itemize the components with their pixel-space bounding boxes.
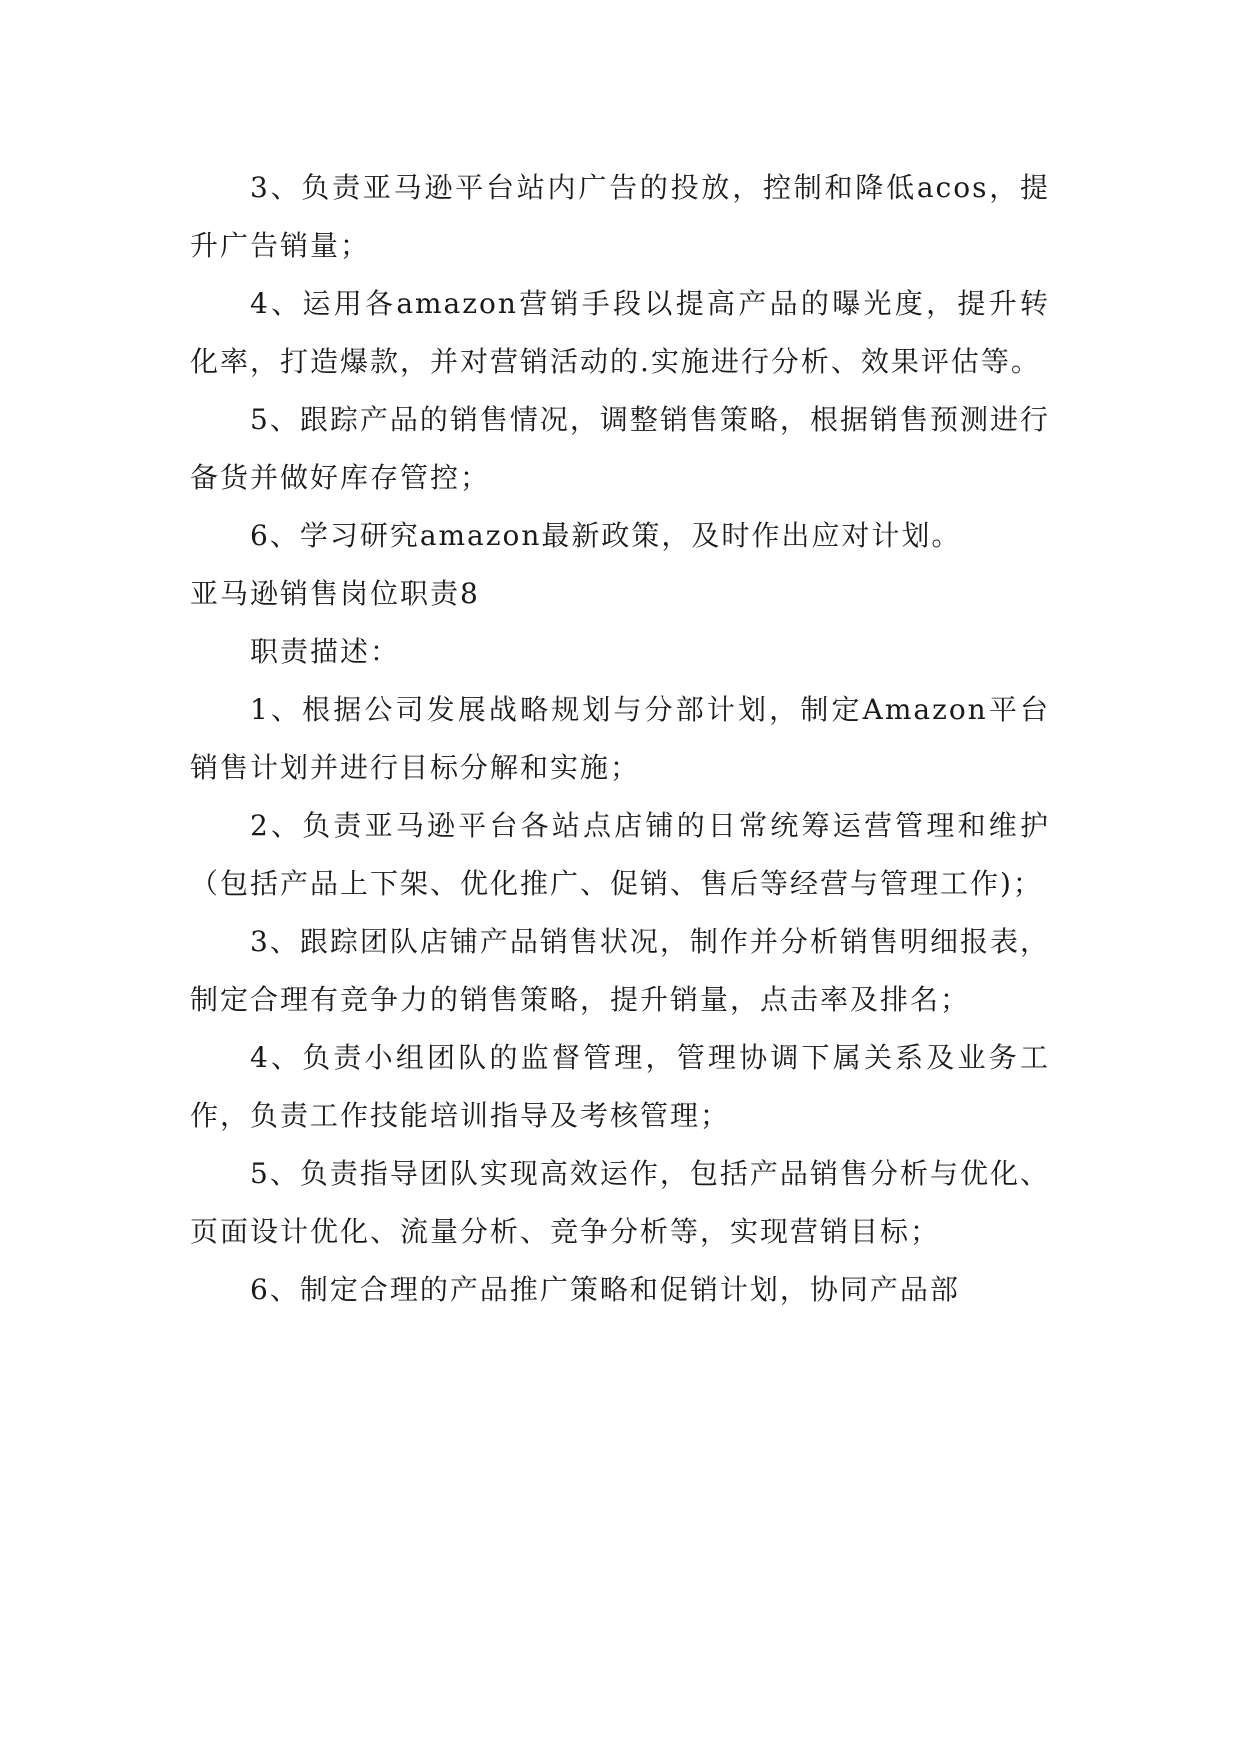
document-body — [190, 159, 1050, 1319]
duty-item-4-marketing: 4、运用各amazon营销手段以提高产品的曝光度，提升转化率，打造爆款，并对营销活动的.实施进行分析、效果评估等。 — [190, 287, 1050, 378]
duty-item-5-inventory: 5、跟踪产品的销售情况，调整销售策略，根据销售预测进行备货并做好库存管控； — [190, 403, 1050, 494]
section-intro: 职责描述： — [250, 635, 401, 668]
duty-item-6-policy: 6、学习研究amazon最新政策，及时作出应对计划。 — [250, 519, 962, 552]
duty-item-3-ads: 3、负责亚马逊平台站内广告的投放，控制和降低acos，提升广告销量； — [190, 171, 1050, 262]
duty-item-5-guidance: 5、负责指导团队实现高效运作，包括产品销售分析与优化、页面设计优化、流量分析、竞争分析等，实现营销目标； — [190, 1157, 1050, 1248]
duty-item-6-promotion: 6、制定合理的产品推广策略和促销计划，协同产品部 — [250, 1273, 960, 1306]
section-heading: 亚马逊销售岗位职责8 — [190, 577, 480, 610]
duty-item-4-team: 4、负责小组团队的监督管理，管理协调下属关系及业务工作，负责工作技能培训指导及考核管理； — [190, 1041, 1050, 1132]
duty-item-2-operations: 2、负责亚马逊平台各站点店铺的日常统筹运营管理和维护（包括产品上下架、优化推广、促销、售后等经营与管理工作)； — [190, 809, 1050, 900]
duty-item-1-plan: 1、根据公司发展战略规划与分部计划，制定Amazon平台销售计划并进行目标分解和实施； — [190, 693, 1050, 784]
duty-item-3-reports: 3、跟踪团队店铺产品销售状况，制作并分析销售明细报表，制定合理有竞争力的销售策略，提升销量，点击率及排名； — [190, 925, 1050, 1016]
